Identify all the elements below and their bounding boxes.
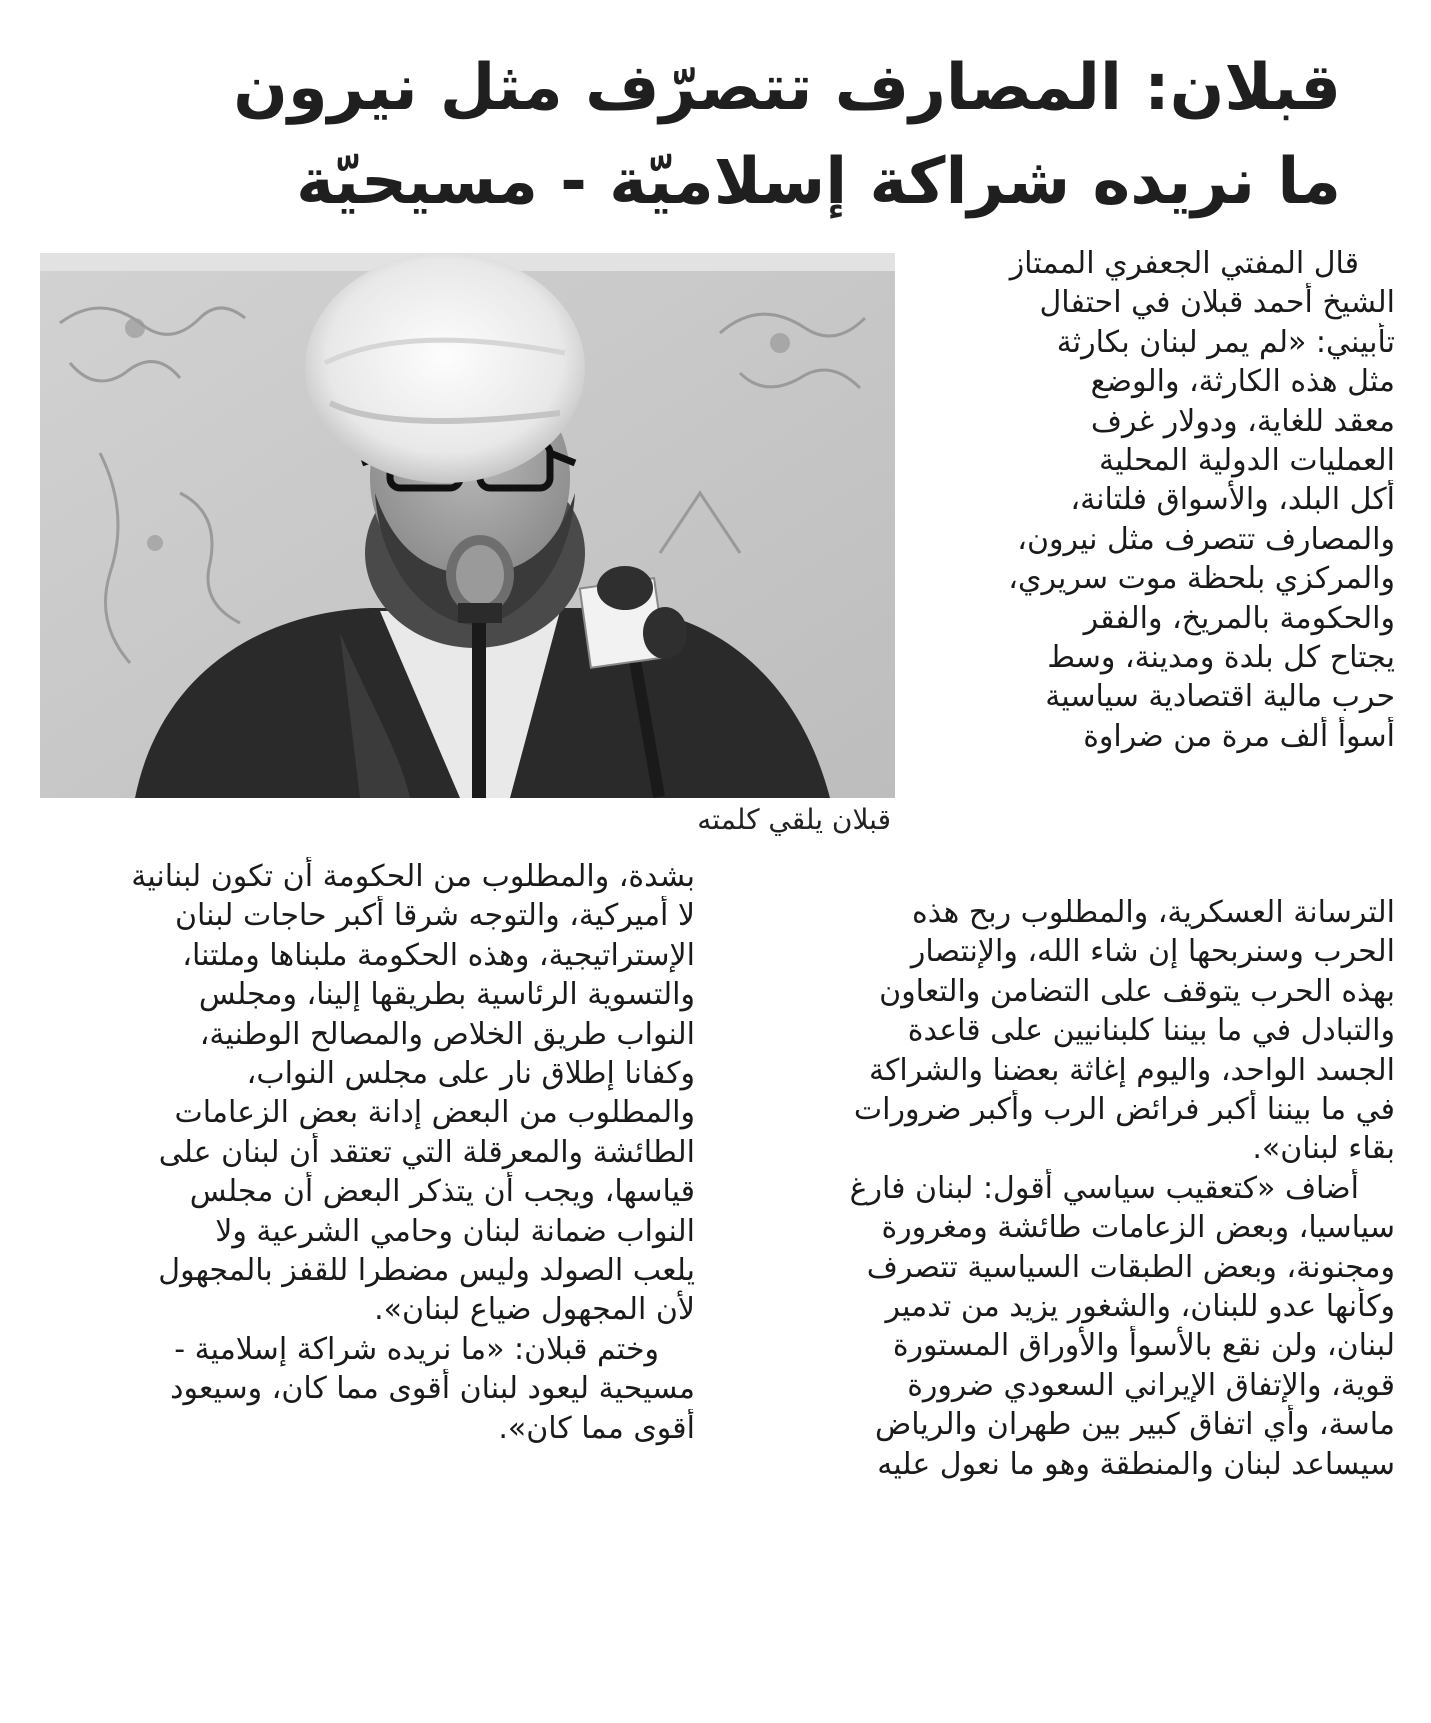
speaker-photo xyxy=(40,253,895,798)
body-text-line: مثل هذه الكارثة، والوضع xyxy=(1090,364,1395,400)
body-text-line: والتسوية الرئاسية بطريقها إلينا، ومجلس xyxy=(198,977,695,1013)
body-text-line: أسوأ ألف مرة من ضراوة xyxy=(1083,718,1395,754)
body-text-line: معقد للغاية، ودولار غرف xyxy=(1090,403,1395,439)
body-text-line: قياسها، ويجب أن يتذكر البعض أن مجلس xyxy=(189,1174,695,1210)
body-text-line: وكأنها عدو للبنان، والشغور يزيد من تدمير xyxy=(885,1289,1395,1325)
body-text-line: بهذه الحرب يتوقف على التضامن والتعاون xyxy=(879,973,1395,1009)
body-text-line: الإستراتيجية، وهذه الحكومة ملبناها وملتنا، xyxy=(182,937,695,973)
body-text-line: النواب ضمانة لبنان وحامي الشرعية ولا xyxy=(215,1213,695,1249)
photo-caption: قبلان يلقي كلمته xyxy=(697,803,891,836)
body-text-line: قوية، والإتفاق الإيراني السعودي ضرورة xyxy=(907,1367,1395,1403)
body-text-line: لأن المجهول ضياع لبنان». xyxy=(374,1292,695,1328)
body-text-line: وكفانا إطلاق نار على مجلس النواب، xyxy=(246,1056,695,1092)
body-column-right-bottom xyxy=(744,893,1395,1484)
body-text-line: أقوى مما كان». xyxy=(498,1410,695,1446)
body-text-line: والمركزي بلحظة موت سريري، xyxy=(1008,561,1395,597)
body-text-line: يلعب الصولد وليس مضطرا للقفز بالمجهول xyxy=(158,1253,695,1289)
body-text-line: الحرب وسنربحها إن شاء الله، والإنتصار xyxy=(910,934,1395,970)
body-text-line: العمليات الدولية المحلية xyxy=(1099,443,1395,479)
body-text-line: لا أميركية، والتوجه شرقا أكبر حاجات لبنان xyxy=(174,898,695,934)
body-text-line: مسيحية ليعود لبنان أقوى مما كان، وسيعود xyxy=(170,1371,695,1407)
body-text-line: النواب طريق الخلاص والمصالح الوطنية، xyxy=(199,1016,695,1052)
body-text-line: الجسد الواحد، واليوم إغاثة بعضنا والشراكة xyxy=(868,1052,1395,1088)
body-text-line: الشيخ أحمد قبلان في احتفال xyxy=(1039,285,1395,321)
body-column-left xyxy=(40,857,695,1448)
body-text-line: بقاء لبنان». xyxy=(1252,1131,1395,1167)
body-text-line: ومجنونة، وبعض الطبقات السياسية تتصرف xyxy=(866,1249,1395,1285)
body-text-line: والحكومة بالمريخ، والفقر xyxy=(1083,600,1395,636)
body-text-line: والتبادل في ما بيننا كلبنانيين على قاعدة xyxy=(907,1013,1395,1049)
body-text-line: وختم قبلان: «ما نريده شراكة إسلامية - xyxy=(174,1331,659,1367)
body-text-line: في ما بيننا أكبر فرائض الرب وأكبر ضرورات xyxy=(853,1092,1395,1128)
body-text-line: والمطلوب من البعض إدانة بعض الزعامات xyxy=(174,1095,695,1131)
body-text-line: سياسيا، وبعض الزعامات طائشة ومغرورة xyxy=(881,1210,1395,1246)
body-column-right-top xyxy=(945,244,1395,756)
body-text-line: حرب مالية اقتصادية سياسية xyxy=(1045,679,1395,715)
body-text-line: تأبيني: «لم يمر لبنان بكارثة xyxy=(1056,324,1395,360)
body-text-line: لبنان، ولن نقع بالأسوأ والأوراق المستورة xyxy=(892,1328,1395,1364)
body-text-line: بشدة، والمطلوب من الحكومة أن تكون لبنانية xyxy=(131,859,695,894)
headline-line-1: قبلان: المصارف تتصرّف مثل نيرون xyxy=(233,51,1341,125)
headline-line-2: ما نريده شراكة إسلاميّة - مسيحيّة xyxy=(296,145,1341,219)
body-text-line: الطائشة والمعرقلة التي تعتقد أن لبنان على xyxy=(158,1134,695,1170)
body-text-line: الترسانة العسكرية، والمطلوب ربح هذه xyxy=(912,895,1395,930)
body-text-line: يجتاح كل بلدة ومدينة، وسط xyxy=(1047,640,1395,676)
body-text-line: ماسة، وأي اتفاق كبير بين طهران والرياض xyxy=(875,1407,1395,1443)
body-text-line: أضاف «كتعقيب سياسي أقول: لبنان فارغ xyxy=(849,1170,1359,1206)
body-text-line: أكل البلد، والأسواق فلتانة، xyxy=(1070,482,1395,518)
body-text-line: سيساعد لبنان والمنطقة وهو ما نعول عليه xyxy=(877,1446,1395,1482)
body-text-line: قال المفتي الجعفري الممتاز xyxy=(1009,246,1359,281)
body-text-line: والمصارف تتصرف مثل نيرون، xyxy=(1017,521,1395,557)
